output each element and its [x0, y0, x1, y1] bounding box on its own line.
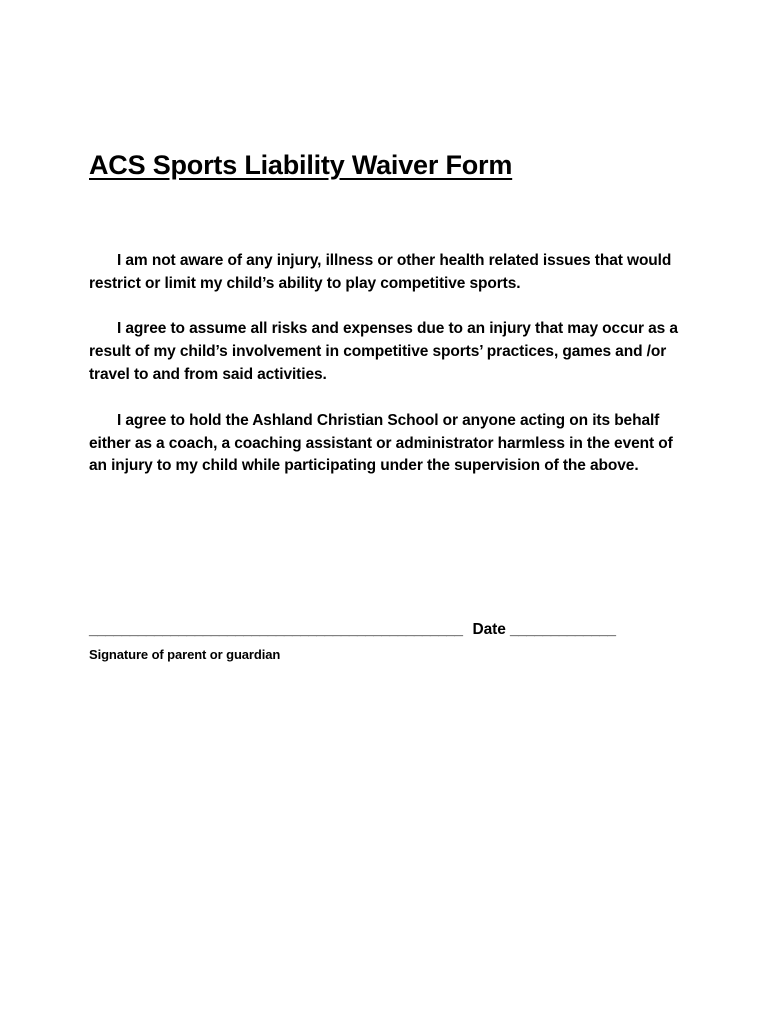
signature-section [89, 621, 681, 662]
document-body [89, 150, 681, 478]
date-field[interactable]: _____________ [509, 621, 616, 638]
signature-caption: Signature of parent or guardian [89, 646, 281, 662]
waiver-paragraph-2: I agree to assume all risks and expenses due to an injury that may occur as a result of my child’s involvement in competitive sports’ practices, games and /or travel to and from said activities. [89, 320, 678, 383]
waiver-paragraphs [89, 250, 681, 478]
date-label: Date [472, 621, 506, 638]
page-title: ACS Sports Liability Waiver Form [89, 150, 513, 180]
waiver-paragraph-1: I am not aware of any injury, illness or other health related issues that would restrict or limit my child’s ability to play competitive sports. [89, 251, 672, 292]
signature-line-row [89, 621, 681, 640]
waiver-paragraph-3: I agree to hold the Ashland Christian School or anyone acting on its behalf either as a coach, a coaching assistant or administrator harmless in the event of an injury to my child while participating under the supervision of the above. [89, 411, 673, 475]
signature-field[interactable]: ______________________________________________ [89, 621, 463, 638]
